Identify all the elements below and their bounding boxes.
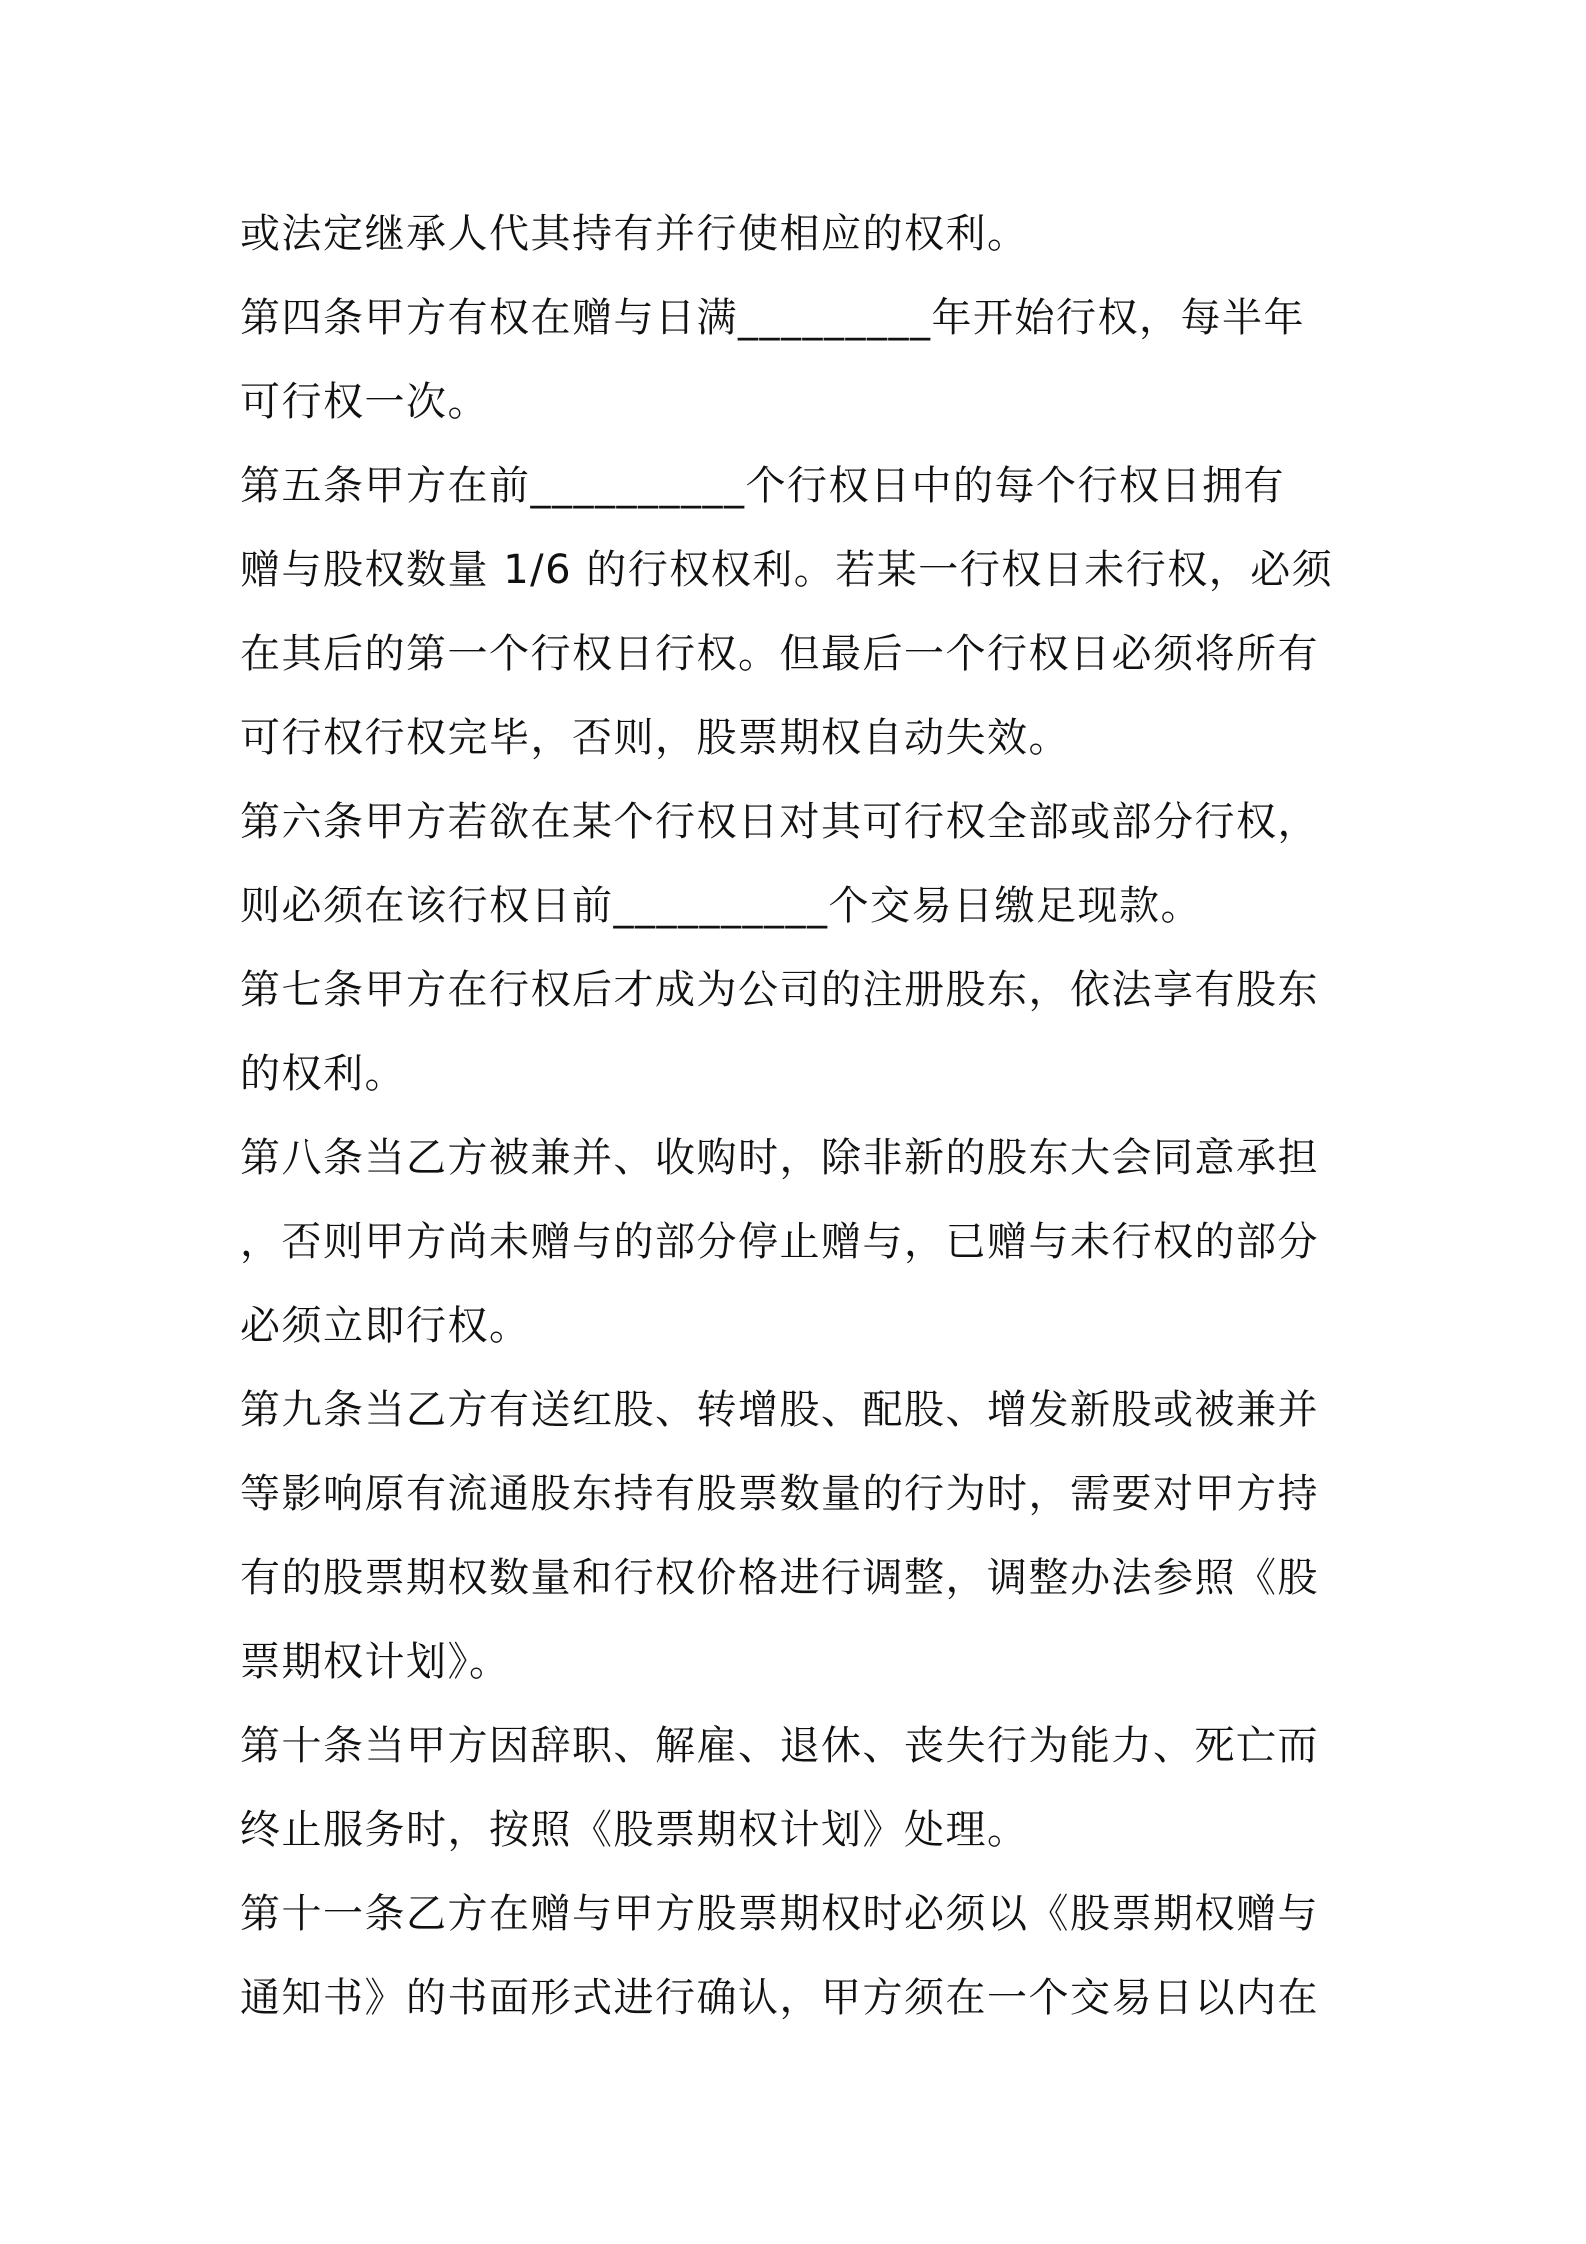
text-line: 第九条当乙方有送红股、转增股、配股、增发新股或被兼并	[240, 1387, 1319, 1433]
text-line: 第五条甲方在前__________个行权日中的每个行权日拥有	[240, 463, 1285, 509]
text-line: 有的股票期权数量和行权价格进行调整，调整办法参照《股	[240, 1555, 1319, 1601]
text-line: 票期权计划》。	[240, 1639, 511, 1685]
text-line: 或法定继承人代其持有并行使相应的权利。	[240, 211, 1029, 257]
text-line: 赠与股权数量 1/6 的行权权利。若某一行权日未行权，必须	[240, 547, 1334, 593]
document-body	[240, 192, 1350, 2040]
text-line: 在其后的第一个行权日行权。但最后一个行权日必须将所有	[240, 631, 1319, 677]
text-line: 通知书》的书面形式进行确认，甲方须在一个交易日以内在	[240, 1975, 1319, 2021]
text-line: 第八条当乙方被兼并、收购时，除非新的股东大会同意承担	[240, 1135, 1319, 1181]
text-line: 则必须在该行权日前__________个交易日缴足现款。	[240, 883, 1202, 929]
text-line: ，否则甲方尚未赠与的部分停止赠与，已赠与未行权的部分	[240, 1219, 1319, 1265]
text-line: 必须立即行权。	[240, 1303, 531, 1349]
text-line: 第七条甲方在行权后才成为公司的注册股东，依法享有股东	[240, 967, 1319, 1013]
text-line: 的权利。	[240, 1051, 406, 1097]
text-line: 第四条甲方有权在赠与日满_________年开始行权，每半年	[240, 295, 1305, 341]
text-line: 可行权一次。	[240, 379, 489, 425]
text-line: 第六条甲方若欲在某个行权日对其可行权全部或部分行权，	[240, 799, 1319, 845]
text-line: 终止服务时，按照《股票期权计划》处理。	[240, 1807, 1029, 1853]
text-line: 第十条当甲方因辞职、解雇、退休、丧失行为能力、死亡而	[240, 1723, 1319, 1769]
text-line: 可行权行权完毕，否则，股票期权自动失效。	[240, 715, 1070, 761]
text-line: 等影响原有流通股东持有股票数量的行为时，需要对甲方持	[240, 1471, 1319, 1517]
text-line: 第十一条乙方在赠与甲方股票期权时必须以《股票期权赠与	[240, 1891, 1319, 1937]
